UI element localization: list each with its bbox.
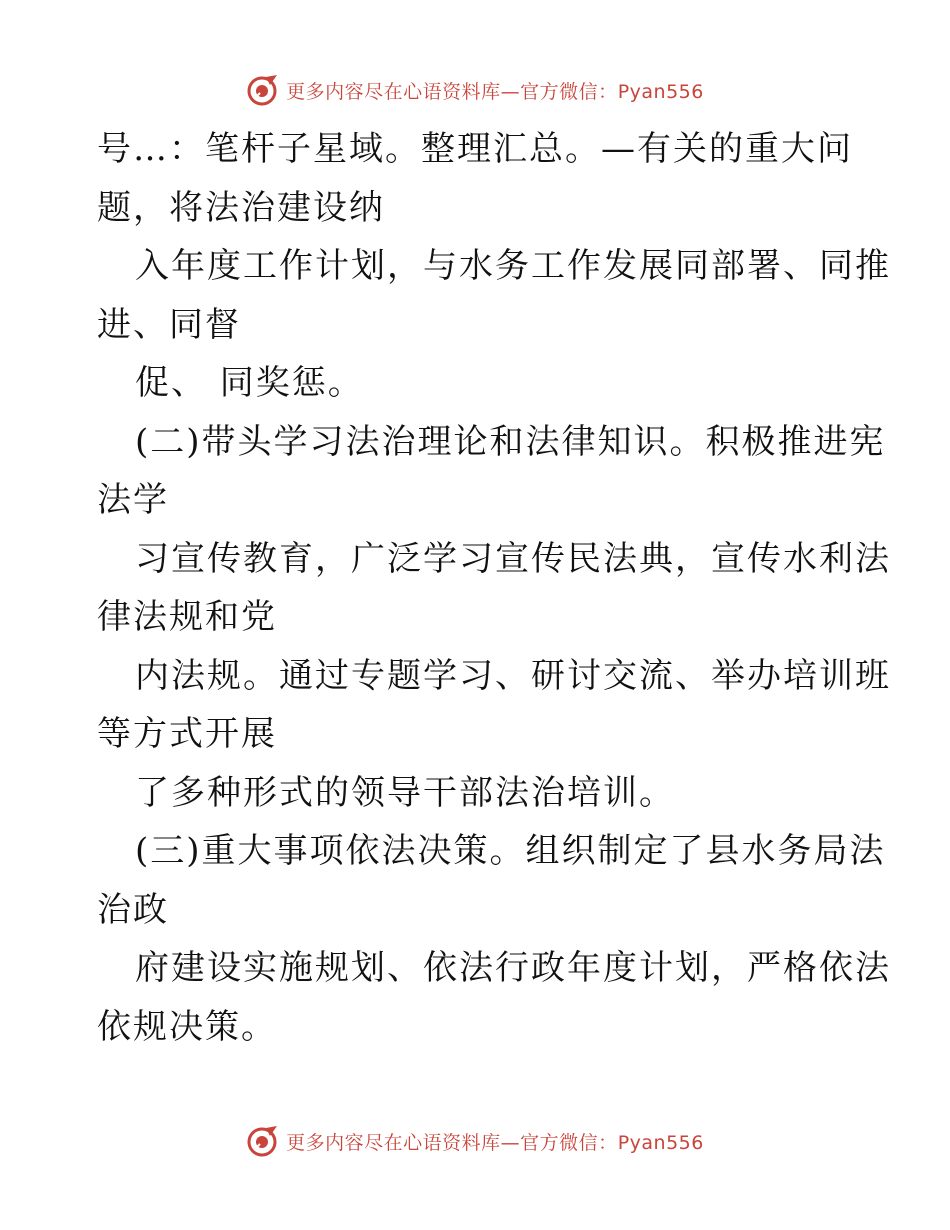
body-text-line: 律法规和党	[97, 597, 277, 637]
body-text-line: (二)带头学习法治理论和法律知识。积极推进宪	[135, 421, 886, 462]
body-text-line: 题，将法治建设纳	[97, 187, 385, 228]
body-text-line: 进、同督	[97, 304, 241, 345]
body-text-line: 了多种形式的领导干部法治培训。	[135, 772, 675, 813]
body-text-line: 依规决策。	[97, 1006, 277, 1047]
header-banner	[0, 70, 950, 110]
body-text-line: 治政	[97, 889, 169, 930]
header-separator: —	[500, 80, 521, 103]
body-text-line: 促、 同奖惩。	[135, 363, 364, 403]
header-wechat-id: Pyan556	[617, 80, 704, 103]
footer-banner	[0, 1121, 950, 1161]
body-text-line: 习宣传教育，广泛学习宣传民法典，宣传水利法	[135, 538, 891, 579]
body-text-line: 等方式开展	[97, 714, 277, 754]
header-brand-text: 更多内容尽在心语资料库	[286, 80, 501, 103]
header-contact-label: 官方微信：	[520, 80, 618, 103]
pen-logo-icon	[246, 1124, 280, 1158]
body-text-line: 法学	[97, 480, 169, 520]
body-text-line: 入年度工作计划，与水务工作发展同部署、同推	[135, 246, 891, 286]
body-text-line: (三)重大事项依法决策。组织制定了县水务局法	[135, 831, 886, 871]
footer-contact-label: 官方微信：	[520, 1131, 618, 1154]
footer-text	[286, 1128, 704, 1155]
body-text-line: 内法规。通过专题学习、研讨交流、举办培训班	[135, 655, 891, 696]
footer-wechat-id: Pyan556	[617, 1131, 704, 1154]
document-body	[97, 120, 891, 1056]
footer-separator: —	[500, 1131, 521, 1154]
body-text-line: 府建设实施规划、依法行政年度计划，严格依法	[135, 948, 891, 988]
footer-brand-text: 更多内容尽在心语资料库	[286, 1131, 501, 1154]
body-text-line: 号…：笔杆子星域。整理汇总。—有关的重大问	[97, 129, 853, 169]
pen-logo-icon	[246, 73, 280, 107]
header-text	[286, 77, 704, 104]
